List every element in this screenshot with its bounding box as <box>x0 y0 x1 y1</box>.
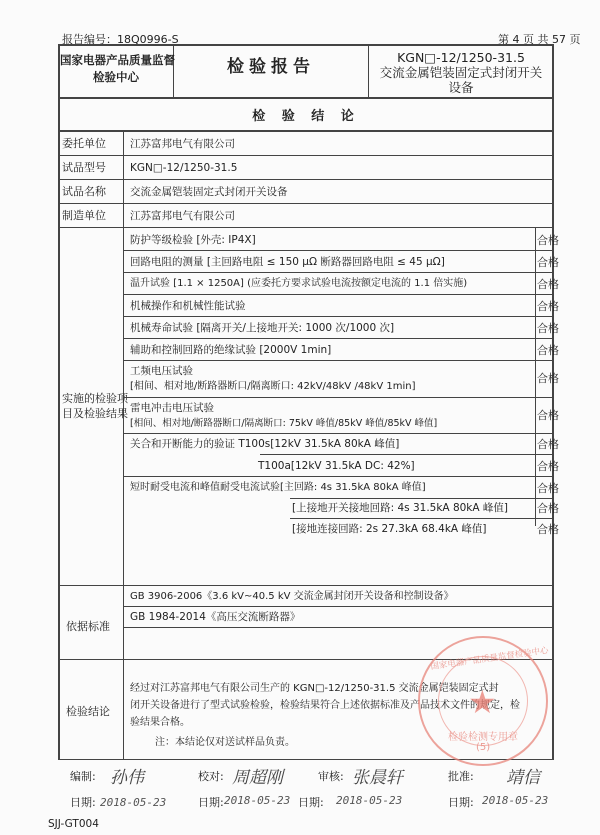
test-result: 合格 <box>537 460 559 473</box>
reviewed-signature: 张晨轩 <box>352 768 403 788</box>
date-label: 日期: <box>70 796 96 809</box>
date-label: 日期: <box>448 796 474 809</box>
client-label: 委托单位 <box>62 137 106 150</box>
test-item: [接地连接回路: 2s 27.3kA 68.4kA 峰值] <box>292 523 487 535</box>
standards-label: 依据标准 <box>66 620 110 633</box>
issuing-organization: 国家电器产品质量监督 检验中心 <box>60 53 175 84</box>
conclusion-text: 经过对江苏富邦电气有限公司生产的 KGN□-12/1250-31.5 交流金属铠装固定式封 闭开关设备进行了型式试验检验，检验结果符合上述依据标准及产品技术文件的规定，检 验结果合格。 <box>130 683 520 728</box>
test-result: 合格 <box>537 409 559 422</box>
test-item: 机械操作和机械性能试验 <box>130 300 246 312</box>
test-result: 合格 <box>537 344 559 357</box>
table-border-right <box>552 44 554 759</box>
product-name: 交流金属铠装固定式封闭开关 <box>379 65 543 80</box>
table-border-top <box>58 44 554 46</box>
test-result: 合格 <box>537 372 559 385</box>
checked-date: 2018-05-23 <box>224 794 291 807</box>
star-icon: ★ <box>468 683 497 721</box>
test-result: 合格 <box>537 256 559 269</box>
checked-label: 校对: <box>198 770 224 783</box>
approved-signature: 靖信 <box>506 768 540 788</box>
reviewed-date: 2018-05-23 <box>336 794 403 807</box>
test-item: 防护等级检验 [外壳: IP4X] <box>130 234 256 246</box>
prepared-date: 2018-05-23 <box>100 796 167 809</box>
product-header: KGN□-12/1250-31.5 交流金属铠装固定式封闭开关 设备 <box>370 50 552 95</box>
manufacturer-value: 江苏富邦电气有限公司 <box>130 210 235 222</box>
document-title: 检验报告 <box>227 57 315 77</box>
test-result: 合格 <box>537 278 559 291</box>
date-label: 日期: <box>298 796 324 809</box>
checked-signature: 周超刚 <box>232 768 283 788</box>
prepared-signature: 孙伟 <box>110 768 144 788</box>
approved-label: 批准: <box>448 770 474 783</box>
form-code: SJJ-GT004 <box>48 818 99 830</box>
test-result: 合格 <box>537 300 559 313</box>
manufacturer-label: 制造单位 <box>62 209 106 222</box>
test-item: 短时耐受电流和峰值耐受电流试验[主回路: 4s 31.5kA 80kA 峰值] <box>130 482 426 493</box>
standard-item: GB 3906-2006《3.6 kV~40.5 kV 交流金属封闭开关设备和控制设备》 <box>130 591 454 602</box>
conclusion-note: 注：本结论仅对送试样品负责。 <box>155 737 295 748</box>
reviewed-label: 审核: <box>318 770 344 783</box>
test-result: 合格 <box>537 322 559 335</box>
table-border-left <box>58 44 60 759</box>
tests-label: 实施的检验项 目及检验结果 <box>62 392 128 420</box>
test-item-detail: [相间、相对地/断路器断口/隔离断口: 75kV 峰值/85kV 峰值/85kV 峰值] <box>130 418 438 429</box>
sample-name-label: 试品名称 <box>62 185 106 198</box>
section-title: 检 验 结 论 <box>252 109 360 124</box>
product-model: KGN□-12/1250-31.5 <box>397 50 525 65</box>
test-result: 合格 <box>537 523 559 536</box>
test-result: 合格 <box>537 234 559 247</box>
test-item: 雷电冲击电压试验 <box>130 402 214 414</box>
test-item: T100a[12kV 31.5kA DC: 42%] <box>258 460 415 472</box>
page-number: 第 4 页 共 57 页 <box>498 33 581 46</box>
date-label: 日期: <box>198 796 224 809</box>
test-item: 回路电阻的测量 [主回路电阻 ≤ 150 μΩ 断路器回路电阻 ≤ 45 μΩ] <box>130 256 445 268</box>
official-seal: ★ 国家电器产品质量监督检验中心 检验检测专用章 (5) <box>418 636 548 766</box>
test-item: 工频电压试验 <box>130 365 193 377</box>
prepared-label: 编制: <box>70 770 96 783</box>
test-result: 合格 <box>537 438 559 451</box>
model-label: 试品型号 <box>62 161 106 174</box>
sample-name-value: 交流金属铠装固定式封闭开关设备 <box>130 186 288 198</box>
test-result: 合格 <box>537 482 559 495</box>
test-item: 温升试验 [1.1 × 1250A] (应委托方要求试验电流按额定电流的 1.1 倍实施) <box>130 278 468 289</box>
test-item: 关合和开断能力的验证 T100s[12kV 31.5kA 80kA 峰值] <box>130 438 400 450</box>
client-value: 江苏富邦电气有限公司 <box>130 138 235 150</box>
standard-item: GB 1984-2014《高压交流断路器》 <box>130 611 301 623</box>
test-item: 机械寿命试验 [隔离开关/上接地开关: 1000 次/1000 次] <box>130 322 395 334</box>
test-result: 合格 <box>537 502 559 515</box>
test-item-detail: [相间、相对地/断路器断口/隔离断口: 42kV/48kV /48kV 1min] <box>130 381 416 392</box>
approved-date: 2018-05-23 <box>482 794 549 807</box>
conclusion-label: 检验结论 <box>66 705 110 718</box>
test-item: 辅助和控制回路的绝缘试验 [2000V 1min] <box>130 344 332 356</box>
test-item: [上接地开关接地回路: 4s 31.5kA 80kA 峰值] <box>292 502 508 514</box>
model-value: KGN□-12/1250-31.5 <box>130 162 238 174</box>
report-number: 报告编号：18Q0996-S <box>62 33 179 46</box>
